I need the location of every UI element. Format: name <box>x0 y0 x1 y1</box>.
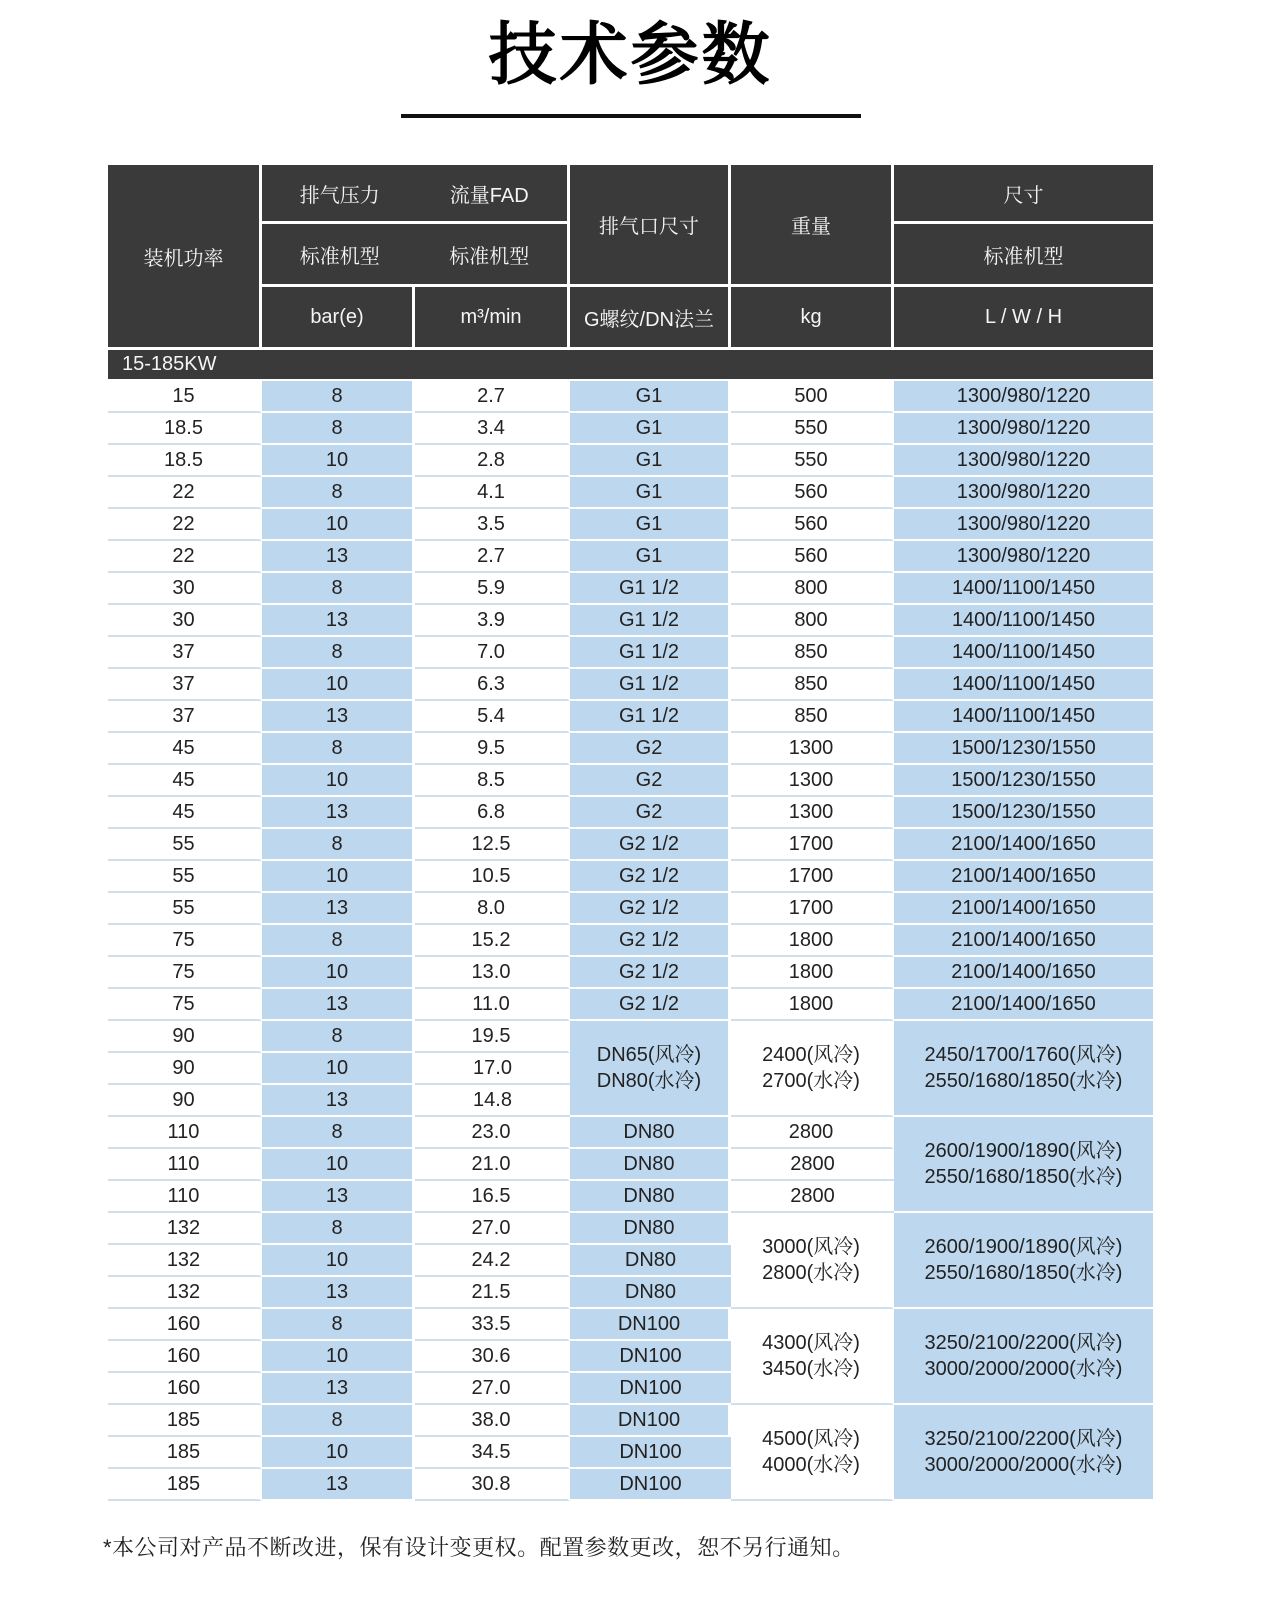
cell-weight: 1800 <box>731 957 894 989</box>
page-title: 技术参数 <box>488 17 773 93</box>
cell-fad: 7.0 <box>415 637 570 669</box>
header-standard-model-group <box>262 224 570 287</box>
cell-power: 45 <box>108 765 262 797</box>
cell-fad: 30.8 <box>415 1469 570 1501</box>
cell-power: 160 <box>108 1341 262 1373</box>
cell-pressure: 8 <box>262 1117 415 1149</box>
table-body <box>108 350 1153 1501</box>
cell-pressure: 13 <box>262 1085 415 1117</box>
table-row <box>108 509 1153 541</box>
table-row <box>108 605 1153 637</box>
cell-line: 2800(水冷) <box>762 1262 860 1284</box>
cell-fad: 12.5 <box>415 829 570 861</box>
cell-weight: 550 <box>731 413 894 445</box>
cell-port: DN100 <box>570 1309 731 1341</box>
cell-weight: 850 <box>731 637 894 669</box>
header-weight-unit: kg <box>731 287 894 350</box>
table-row <box>108 573 1153 605</box>
cell-dims: 1400/1100/1450 <box>894 637 1153 669</box>
section-label: 15-185KW <box>108 350 1153 381</box>
cell-fad: 19.5 <box>415 1021 570 1053</box>
cell-weight: 850 <box>731 669 894 701</box>
cell-power: 37 <box>108 669 262 701</box>
cell-fad: 34.5 <box>415 1437 570 1469</box>
cell-port: DN80 <box>570 1213 731 1245</box>
cell-pressure: 10 <box>262 1341 415 1373</box>
cell-power: 37 <box>108 701 262 733</box>
table-row <box>108 861 1153 893</box>
cell-dims: 1300/980/1220 <box>894 381 1153 413</box>
cell-port: DN100 <box>570 1373 731 1405</box>
cell-power: 55 <box>108 893 262 925</box>
cell-fad: 27.0 <box>415 1213 570 1245</box>
cell-port: G1 <box>570 477 731 509</box>
cell-fad: 10.5 <box>415 861 570 893</box>
cell-power: 30 <box>108 605 262 637</box>
cell-pressure: 13 <box>262 605 415 637</box>
cell-weight: 1700 <box>731 861 894 893</box>
cell-pressure: 10 <box>262 765 415 797</box>
table-row <box>108 701 1153 733</box>
footnote: *本公司对产品不断改进，保有设计变更权。配置参数更改，恕不另行通知。 <box>103 1535 855 1560</box>
table-row <box>108 669 1153 701</box>
cell-power: 132 <box>108 1245 262 1277</box>
header-weight: 重量 <box>731 165 894 287</box>
cell-pressure: 8 <box>262 829 415 861</box>
cell-fad: 17.0 <box>415 1053 570 1085</box>
cell-power: 185 <box>108 1437 262 1469</box>
cell-port: G1 1/2 <box>570 701 731 733</box>
cell-line: 2450/1700/1760(风冷) <box>924 1044 1123 1066</box>
cell-port: DN80 <box>570 1277 731 1309</box>
cell-port: G2 1/2 <box>570 989 731 1021</box>
table-row <box>108 1405 1153 1437</box>
cell-line: 2550/1680/1850(水冷) <box>924 1166 1123 1188</box>
cell-dims: 2100/1400/1650 <box>894 989 1153 1021</box>
cell-port: G1 <box>570 381 731 413</box>
cell-line: 3000/2000/2000(水冷) <box>924 1358 1123 1380</box>
cell-weight: 500 <box>731 381 894 413</box>
cell-fad: 3.5 <box>415 509 570 541</box>
cell-dims: 1300/980/1220 <box>894 445 1153 477</box>
cell-power: 132 <box>108 1277 262 1309</box>
header-pressure-fad-group <box>262 165 570 224</box>
cell-fad: 8.0 <box>415 893 570 925</box>
cell-line: 3450(水冷) <box>762 1358 860 1380</box>
cell-dims: 2100/1400/1650 <box>894 829 1153 861</box>
cell-power: 45 <box>108 797 262 829</box>
cell-power: 110 <box>108 1149 262 1181</box>
spec-table <box>108 165 1153 1501</box>
cell-line: 4300(风冷) <box>762 1332 860 1354</box>
cell-line: 3000/2000/2000(水冷) <box>924 1454 1123 1476</box>
table-row <box>108 381 1153 413</box>
cell-line: 3250/2100/2200(风冷) <box>924 1332 1123 1354</box>
cell-pressure: 13 <box>262 541 415 573</box>
cell-pressure: 13 <box>262 1277 415 1309</box>
cell-pressure: 8 <box>262 381 415 413</box>
cell-port: DN100 <box>570 1405 731 1437</box>
cell-line: 4000(水冷) <box>762 1454 860 1476</box>
table-row <box>108 797 1153 829</box>
cell-pressure: 8 <box>262 925 415 957</box>
cell-dims: 1500/1230/1550 <box>894 733 1153 765</box>
cell-power: 45 <box>108 733 262 765</box>
cell-power: 90 <box>108 1021 262 1053</box>
cell-power: 90 <box>108 1085 262 1117</box>
cell-dims: 1400/1100/1450 <box>894 669 1153 701</box>
cell-pressure: 8 <box>262 1309 415 1341</box>
cell-pressure: 10 <box>262 1245 415 1277</box>
section-header-row <box>108 350 1153 381</box>
cell-power: 75 <box>108 925 262 957</box>
cell-dims <box>894 1309 1153 1405</box>
cell-fad: 11.0 <box>415 989 570 1021</box>
cell-pressure: 10 <box>262 861 415 893</box>
header-discharge-port-size: 排气口尺寸 <box>570 165 731 287</box>
cell-fad: 8.5 <box>415 765 570 797</box>
table-row <box>108 1309 1153 1341</box>
cell-weight <box>731 1213 894 1309</box>
header-port-unit: G螺纹/DN法兰 <box>570 287 731 350</box>
header-installed-power: 装机功率 <box>108 165 262 350</box>
cell-power: 75 <box>108 957 262 989</box>
table-row <box>108 1213 1153 1245</box>
cell-port: G2 <box>570 733 731 765</box>
cell-power: 110 <box>108 1181 262 1213</box>
header-dims-unit: L / W / H <box>894 287 1153 350</box>
table-row <box>108 893 1153 925</box>
cell-dims: 1300/980/1220 <box>894 509 1153 541</box>
cell-port: DN100 <box>570 1469 731 1501</box>
cell-weight <box>731 1405 894 1501</box>
cell-pressure: 10 <box>262 1437 415 1469</box>
cell-power: 55 <box>108 861 262 893</box>
cell-port: G2 1/2 <box>570 893 731 925</box>
cell-fad: 24.2 <box>415 1245 570 1277</box>
cell-port: G2 <box>570 797 731 829</box>
cell-pressure: 8 <box>262 477 415 509</box>
table-row <box>108 989 1153 1021</box>
cell-pressure: 13 <box>262 1181 415 1213</box>
header-row-1 <box>108 165 1153 224</box>
cell-port: G1 <box>570 509 731 541</box>
cell-line: 3250/2100/2200(风冷) <box>924 1428 1123 1450</box>
cell-dims: 2100/1400/1650 <box>894 957 1153 989</box>
cell-dims: 1400/1100/1450 <box>894 605 1153 637</box>
cell-power: 160 <box>108 1309 262 1341</box>
cell-power: 30 <box>108 573 262 605</box>
cell-pressure: 13 <box>262 1469 415 1501</box>
cell-power: 22 <box>108 541 262 573</box>
cell-pressure: 13 <box>262 1373 415 1405</box>
cell-power: 55 <box>108 829 262 861</box>
cell-power: 90 <box>108 1053 262 1085</box>
cell-dims: 2100/1400/1650 <box>894 861 1153 893</box>
cell-fad: 4.1 <box>415 477 570 509</box>
cell-port: G2 1/2 <box>570 861 731 893</box>
header-dims-standard-model: 标准机型 <box>894 224 1153 287</box>
cell-line: DN80(水冷) <box>596 1070 702 1092</box>
cell-pressure: 13 <box>262 893 415 925</box>
cell-fad: 3.4 <box>415 413 570 445</box>
cell-fad: 38.0 <box>415 1405 570 1437</box>
cell-dims: 1400/1100/1450 <box>894 701 1153 733</box>
cell-line: DN65(风冷) <box>596 1044 702 1066</box>
cell-line: 2600/1900/1890(风冷) <box>924 1140 1123 1162</box>
cell-weight: 560 <box>731 477 894 509</box>
cell-power: 132 <box>108 1213 262 1245</box>
cell-pressure: 10 <box>262 509 415 541</box>
cell-pressure: 13 <box>262 797 415 829</box>
cell-dims: 2100/1400/1650 <box>894 893 1153 925</box>
cell-fad: 2.7 <box>415 381 570 413</box>
cell-pressure: 8 <box>262 413 415 445</box>
table-header <box>108 165 1153 350</box>
cell-line: 4500(风冷) <box>762 1428 860 1450</box>
header-pressure-standard-model: 标准机型 <box>299 245 380 268</box>
table-row <box>108 829 1153 861</box>
cell-weight: 1700 <box>731 893 894 925</box>
cell-fad: 33.5 <box>415 1309 570 1341</box>
cell-dims: 1300/980/1220 <box>894 413 1153 445</box>
cell-port: G1 1/2 <box>570 669 731 701</box>
table-row <box>108 445 1153 477</box>
cell-dims: 1400/1100/1450 <box>894 573 1153 605</box>
cell-fad: 21.0 <box>415 1149 570 1181</box>
cell-power: 37 <box>108 637 262 669</box>
cell-pressure: 13 <box>262 989 415 1021</box>
cell-power: 18.5 <box>108 413 262 445</box>
cell-fad: 6.8 <box>415 797 570 829</box>
cell-pressure: 10 <box>262 957 415 989</box>
cell-fad: 2.8 <box>415 445 570 477</box>
table-row <box>108 925 1153 957</box>
cell-port: G2 1/2 <box>570 829 731 861</box>
cell-dims <box>894 1117 1153 1213</box>
cell-weight <box>731 1021 894 1117</box>
header-fad-unit: m³/min <box>415 287 570 350</box>
cell-pressure: 8 <box>262 1213 415 1245</box>
cell-power: 18.5 <box>108 445 262 477</box>
cell-fad: 21.5 <box>415 1277 570 1309</box>
cell-weight: 1800 <box>731 925 894 957</box>
cell-power: 15 <box>108 381 262 413</box>
cell-weight: 1800 <box>731 989 894 1021</box>
cell-dims <box>894 1405 1153 1501</box>
cell-dims: 2100/1400/1650 <box>894 925 1153 957</box>
cell-power: 185 <box>108 1405 262 1437</box>
cell-weight: 1300 <box>731 733 894 765</box>
cell-port: G1 <box>570 413 731 445</box>
cell-line: 2600/1900/1890(风冷) <box>924 1236 1123 1258</box>
table-row <box>108 1117 1153 1149</box>
cell-power: 22 <box>108 477 262 509</box>
cell-fad: 5.4 <box>415 701 570 733</box>
cell-port: G2 1/2 <box>570 957 731 989</box>
cell-fad: 16.5 <box>415 1181 570 1213</box>
cell-port: DN80 <box>570 1181 731 1213</box>
cell-power: 110 <box>108 1117 262 1149</box>
cell-line: 2700(水冷) <box>762 1070 860 1092</box>
cell-pressure: 8 <box>262 1405 415 1437</box>
cell-port <box>570 1021 731 1117</box>
cell-weight: 2800 <box>731 1117 894 1149</box>
cell-weight: 1700 <box>731 829 894 861</box>
title-block <box>108 0 1153 118</box>
cell-line: 2400(风冷) <box>762 1044 860 1066</box>
cell-line: 2550/1680/1850(水冷) <box>924 1262 1123 1284</box>
header-row-3 <box>108 287 1153 350</box>
table-row <box>108 1021 1153 1053</box>
cell-pressure: 8 <box>262 637 415 669</box>
table-row <box>108 733 1153 765</box>
table-row <box>108 765 1153 797</box>
cell-fad: 27.0 <box>415 1373 570 1405</box>
table-row <box>108 477 1153 509</box>
cell-pressure: 8 <box>262 733 415 765</box>
cell-port: G2 <box>570 765 731 797</box>
cell-fad: 23.0 <box>415 1117 570 1149</box>
cell-line: 3000(风冷) <box>762 1236 860 1258</box>
cell-line: 2550/1680/1850(水冷) <box>924 1070 1123 1092</box>
cell-fad: 13.0 <box>415 957 570 989</box>
cell-power: 185 <box>108 1469 262 1501</box>
cell-pressure: 10 <box>262 445 415 477</box>
cell-weight: 1300 <box>731 797 894 829</box>
cell-dims <box>894 1021 1153 1117</box>
table-row <box>108 957 1153 989</box>
cell-pressure: 10 <box>262 669 415 701</box>
cell-fad: 2.7 <box>415 541 570 573</box>
table-row <box>108 541 1153 573</box>
cell-pressure: 8 <box>262 573 415 605</box>
cell-port: DN80 <box>570 1245 731 1277</box>
table-row <box>108 637 1153 669</box>
cell-weight: 1300 <box>731 765 894 797</box>
header-fad-standard-model: 标准机型 <box>449 245 530 268</box>
cell-port: DN80 <box>570 1149 731 1181</box>
cell-fad: 9.5 <box>415 733 570 765</box>
cell-weight: 560 <box>731 509 894 541</box>
header-pressure-unit: bar(e) <box>262 287 415 350</box>
cell-pressure: 10 <box>262 1053 415 1085</box>
cell-fad: 30.6 <box>415 1341 570 1373</box>
header-discharge-pressure: 排气压力 <box>299 184 380 207</box>
cell-port: DN100 <box>570 1437 731 1469</box>
cell-power: 75 <box>108 989 262 1021</box>
cell-port: G1 1/2 <box>570 605 731 637</box>
cell-port: G2 1/2 <box>570 925 731 957</box>
cell-weight: 850 <box>731 701 894 733</box>
table-row <box>108 413 1153 445</box>
cell-fad: 5.9 <box>415 573 570 605</box>
cell-dims: 1500/1230/1550 <box>894 765 1153 797</box>
cell-port: DN100 <box>570 1341 731 1373</box>
cell-weight: 800 <box>731 573 894 605</box>
cell-fad: 15.2 <box>415 925 570 957</box>
cell-port: G1 1/2 <box>570 637 731 669</box>
cell-port: G1 1/2 <box>570 573 731 605</box>
cell-fad: 14.8 <box>415 1085 570 1117</box>
cell-weight: 2800 <box>731 1181 894 1213</box>
cell-weight: 550 <box>731 445 894 477</box>
header-flow-fad: 流量FAD <box>449 184 529 207</box>
cell-pressure: 10 <box>262 1149 415 1181</box>
cell-fad: 6.3 <box>415 669 570 701</box>
cell-port: G1 <box>570 445 731 477</box>
header-dimensions: 尺寸 <box>894 165 1153 224</box>
cell-pressure: 13 <box>262 701 415 733</box>
cell-weight: 560 <box>731 541 894 573</box>
cell-dims: 1300/980/1220 <box>894 477 1153 509</box>
cell-power: 22 <box>108 509 262 541</box>
cell-weight: 800 <box>731 605 894 637</box>
cell-fad: 3.9 <box>415 605 570 637</box>
title-underline <box>401 114 861 118</box>
cell-port: G1 <box>570 541 731 573</box>
cell-dims: 1500/1230/1550 <box>894 797 1153 829</box>
cell-port: DN80 <box>570 1117 731 1149</box>
cell-weight <box>731 1309 894 1405</box>
cell-pressure: 8 <box>262 1021 415 1053</box>
cell-dims <box>894 1213 1153 1309</box>
cell-dims: 1300/980/1220 <box>894 541 1153 573</box>
cell-weight: 2800 <box>731 1149 894 1181</box>
cell-power: 160 <box>108 1373 262 1405</box>
